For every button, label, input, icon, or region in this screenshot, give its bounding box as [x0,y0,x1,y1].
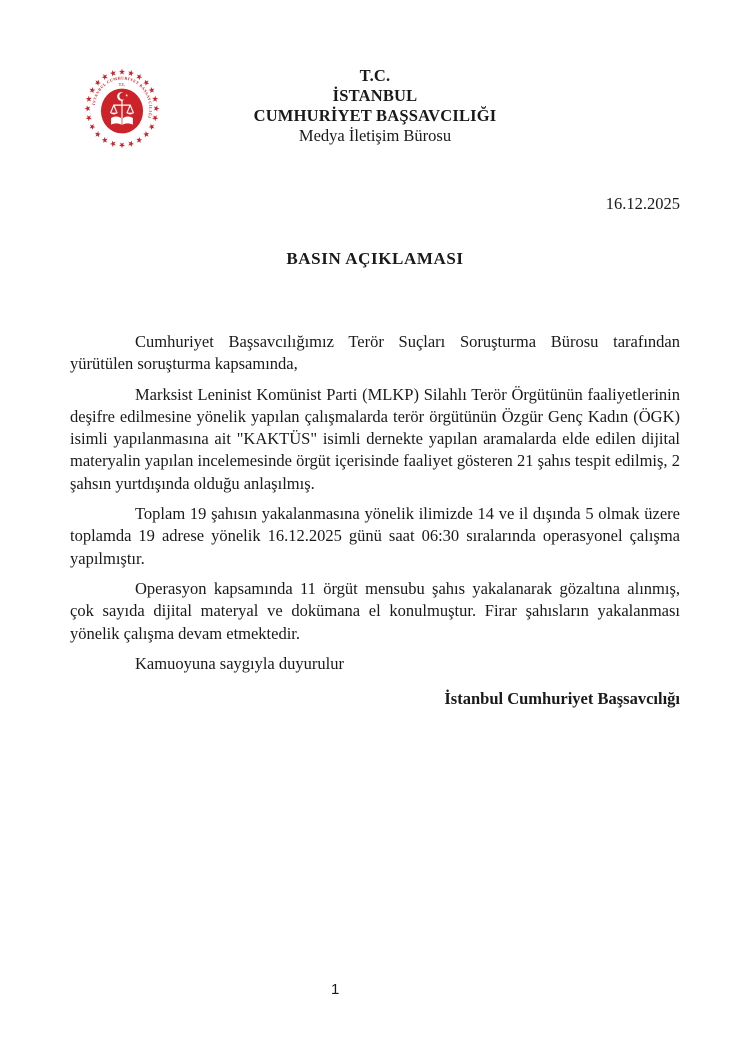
emblem-ring-text: İSTANBUL CUMHURİYET BAŞSAVCILIĞI [91,75,154,120]
closing-line: Kamuoyuna saygıyla duyurulur [135,653,344,673]
paragraph-1: Cumhuriyet Başsavcılığımız Terör Suçları Soruşturma Bürosu tarafından yürütülen soruşturma kapsamında, [70,332,680,374]
paragraph-2: Marksist Leninist Komünist Parti (MLKP) Silahlı Terör Örgütünün faaliyetlerinin deşifre edilmesine yönelik yapılan çalışmalarda terör örgütünün Özgür Genç Kadın (ÖGK) isimli yapılanmasına ait "KAKTÜS" isimli dernekte yapılan aramalarda elde edilen dijital materyalin yapılan incelemesinde örgüt içerisinde faaliyet gösteren 21 şahıs tespit edilmiş, 2 şahsın yurtdışında olduğu anlaşılmış. [70,384,680,493]
signature: İstanbul Cumhuriyet Başsavcılığı [444,689,680,709]
page-number: 1 [331,981,340,998]
document-title: BASIN AÇIKLAMASI [286,249,464,268]
header-city: İSTANBUL [332,86,418,105]
header-bureau: Medya İletişim Bürosu [298,126,452,145]
emblem-tc-text: T.C. [118,82,126,88]
document-date: 16.12.2025 [605,194,680,213]
document-body [70,331,680,675]
header-office: CUMHURİYET BAŞSAVCILIĞI [253,106,497,125]
letterhead-text [70,66,680,146]
paragraph-3: Toplam 19 şahısın yakalanmasına yönelik ilimizde 14 ve il dışında 5 olmak üzere toplamda 19 adrese yönelik 16.12.2025 günü saat 06:30 sıralarında operasyonel çalışma yapılmıştır. [70,504,680,568]
letterhead [70,66,680,146]
paragraph-4: Operasyon kapsamında 11 örgüt mensubu şahıs yakalanarak gözaltına alınmış, çok sayıda dijital materyal ve dokümana el konulmuştur. Firar şahısların yakalanması yönelik çalışma devam etmektedir. [70,578,680,643]
header-country: T.C. [359,66,391,85]
prosecutor-office-emblem-icon [83,67,161,150]
